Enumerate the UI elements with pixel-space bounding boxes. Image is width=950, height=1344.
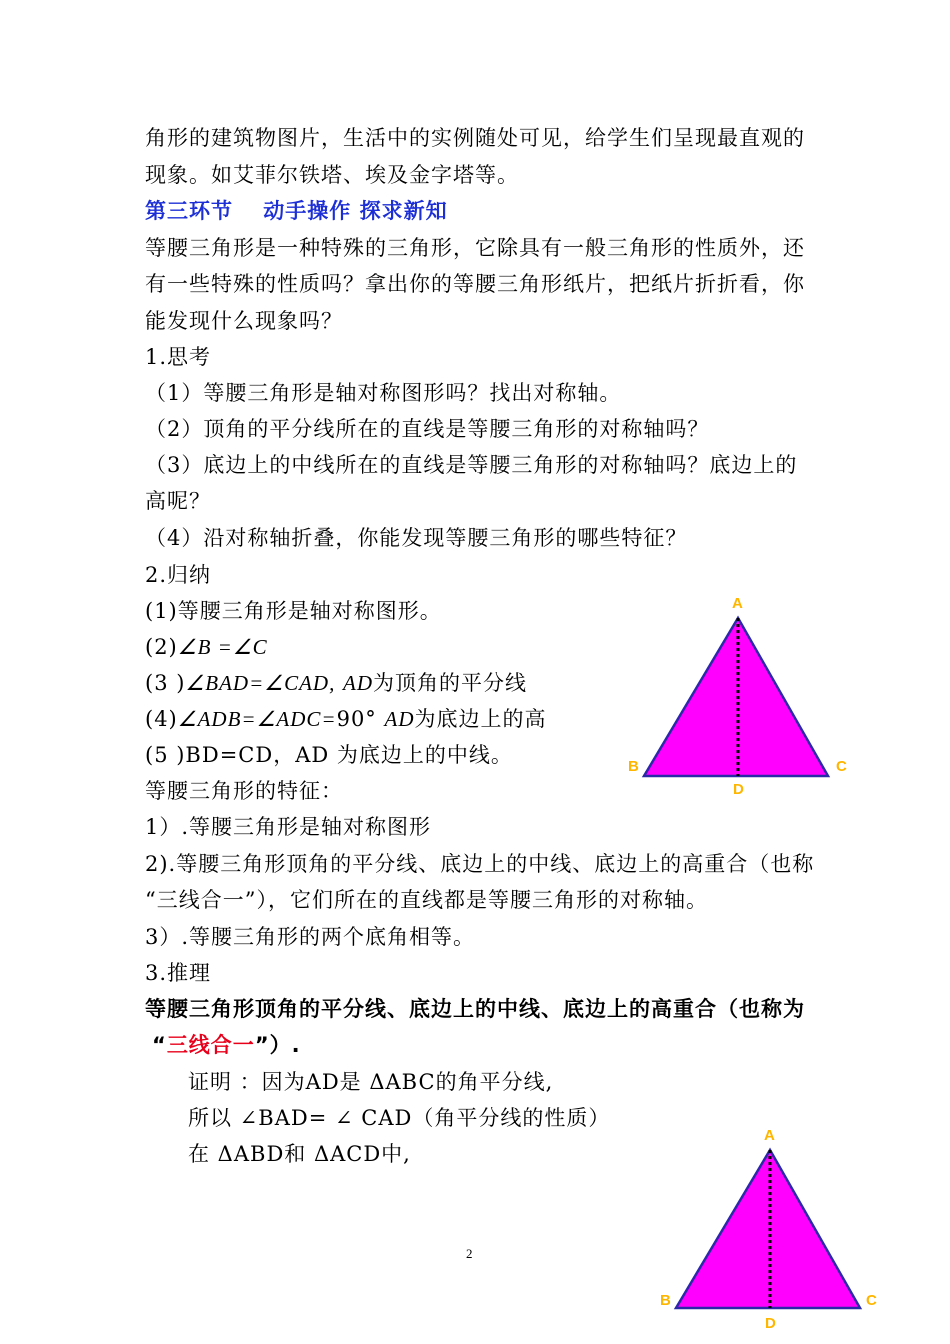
quote-close: ”）. (254, 1033, 301, 1057)
isosceles-triangle-figure (652, 1122, 892, 1344)
vertex-label-d: D (733, 781, 744, 798)
question-item: （1）等腰三角形是轴对称图形吗？找出对称轴。 (145, 381, 622, 405)
summary-item (145, 670, 527, 696)
proof-line: 所以 ∠BAD= ∠ CAD（角平分线的性质） (188, 1106, 611, 1130)
vertex-label-a: A (732, 595, 743, 612)
question-item: （3）底边上的中线所在的直线是等腰三角形的对称轴吗？底边上的 (145, 453, 798, 477)
summary-prefix: (3 ) (145, 671, 186, 695)
page-number: 2 (466, 1246, 473, 1261)
intro-line: 有一些特殊的性质吗？拿出你的等腰三角形纸片，把纸片折折看，你 (145, 272, 805, 296)
theorem-line (152, 1032, 301, 1058)
reason-title: 3.推理 (145, 961, 212, 985)
feature-item: 1）.等腰三角形是轴对称图形 (145, 815, 432, 839)
feature-item: “三线合一”），它们所在的直线都是等腰三角形的对称轴。 (145, 888, 708, 912)
summary-item: (1)等腰三角形是轴对称图形。 (145, 599, 442, 623)
summary-prefix: (4) (145, 707, 178, 731)
body-text-line: 现象。如艾菲尔铁塔、埃及金字塔等。 (145, 163, 519, 187)
summary-prefix: (2) (145, 635, 178, 659)
math-expression: ∠B =∠C (177, 635, 268, 659)
vertex-label-c: C (836, 758, 847, 775)
question-item: （4）沿对称轴折叠，你能发现等腰三角形的哪些特征？ (145, 526, 688, 550)
summary-title: 2.归纳 (145, 563, 212, 587)
math-expression: ∠ADB=∠ADC= (177, 707, 337, 731)
proof-line: 在 ΔABD和 ΔACD中, (188, 1142, 411, 1166)
triangle-shape (676, 1150, 860, 1308)
question-item: （2）顶角的平分线所在的直线是等腰三角形的对称轴吗？ (145, 417, 710, 441)
quote-open: “ (152, 1033, 167, 1057)
body-text-line: 角形的建筑物图片，生活中的实例随处可见，给学生们呈现最直观的 (145, 126, 805, 150)
summary-item (145, 634, 268, 660)
math-expression: ∠BAD=∠CAD, (185, 671, 336, 695)
vertex-label-b: B (660, 1292, 671, 1309)
features-title: 等腰三角形的特征： (145, 779, 343, 803)
think-title: 1.思考 (145, 345, 212, 369)
summary-item (145, 706, 547, 732)
vertex-label-c: C (866, 1292, 877, 1309)
vertex-label-d: D (765, 1315, 776, 1332)
summary-text: 为顶角的平分线 (373, 671, 528, 695)
vertex-label-a: A (764, 1127, 775, 1144)
feature-item: 2).等腰三角形顶角的平分线、底边上的中线、底边上的高重合（也称 (145, 852, 815, 876)
three-lines-term: 三线合一 (166, 1033, 255, 1057)
isosceles-triangle-figure (620, 590, 860, 802)
summary-item: (5 )BD=CD，AD 为底边上的中线。 (145, 743, 513, 767)
section-heading: 第三环节 动手操作 探求新知 (145, 199, 448, 223)
math-expression: AD (384, 707, 415, 731)
question-item: 高呢？ (145, 489, 211, 513)
theorem-line: 等腰三角形顶角的平分线、底边上的中线、底边上的高重合（也称为 (145, 997, 805, 1021)
degree-value: 90° (336, 707, 377, 731)
vertex-label-b: B (628, 758, 639, 775)
feature-item: 3）.等腰三角形的两个底角相等。 (145, 925, 476, 949)
proof-line: 证明 ：因为AD是 ΔABC的角平分线, (188, 1070, 554, 1094)
summary-text: 为底边上的高 (414, 707, 547, 731)
intro-line: 能发现什么现象吗？ (145, 309, 343, 333)
math-expression: AD (343, 671, 374, 695)
triangle-shape (644, 618, 828, 776)
intro-line: 等腰三角形是一种特殊的三角形，它除具有一般三角形的性质外，还 (145, 236, 805, 260)
